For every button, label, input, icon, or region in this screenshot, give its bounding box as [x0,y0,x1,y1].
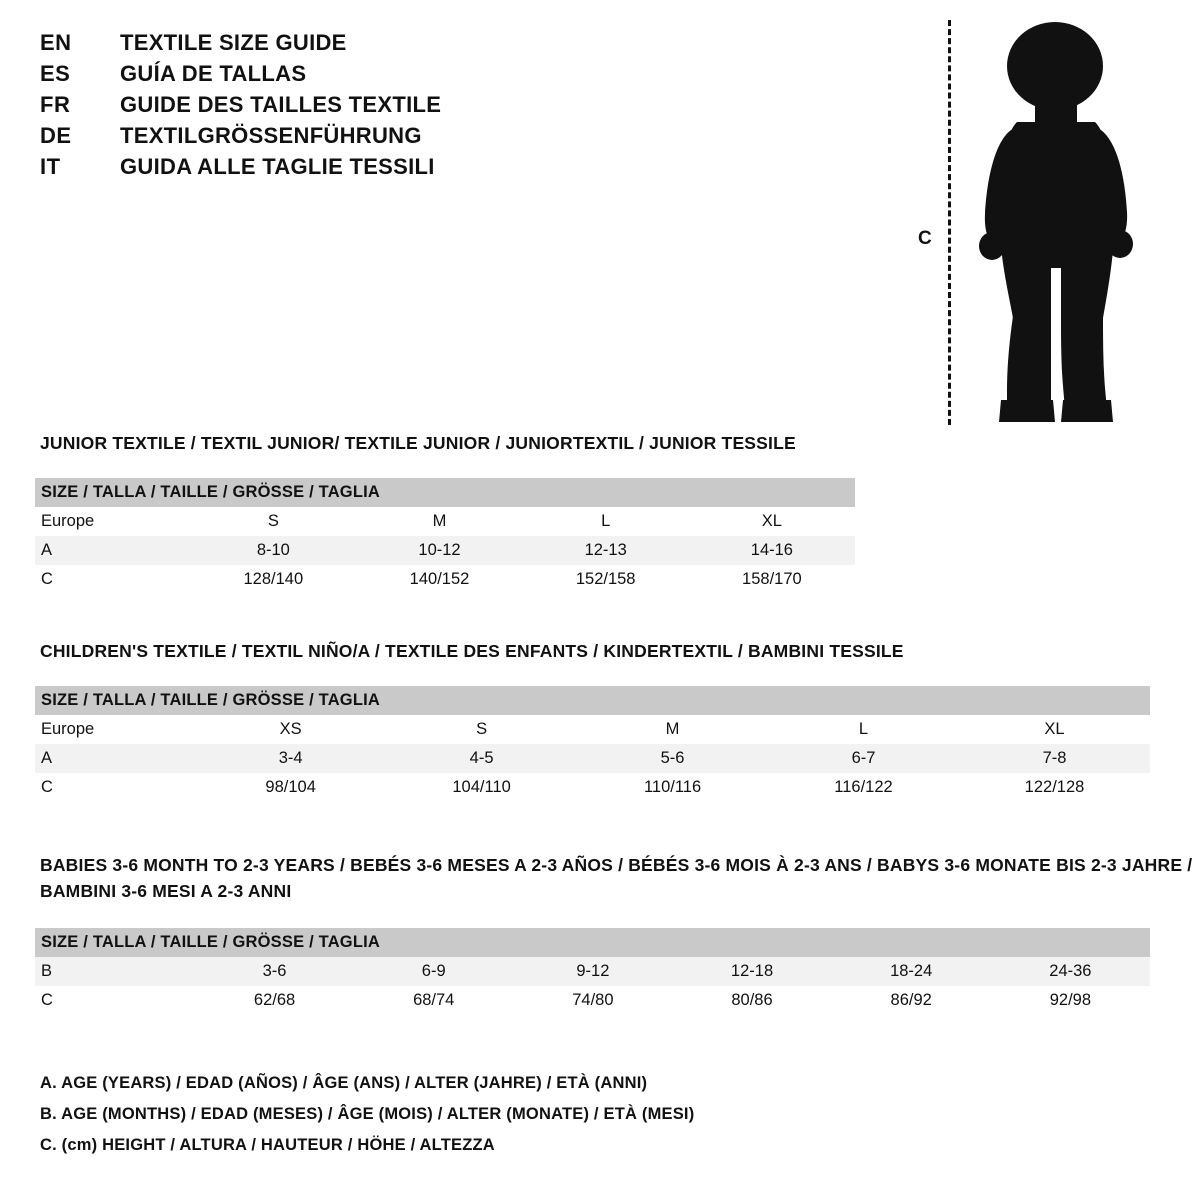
children-size-table [35,686,1150,802]
table-cell: 104/110 [452,778,511,796]
table-header-row [35,715,1150,744]
header-row [40,123,860,154]
legend-line-a: A. AGE (YEARS) / EDAD (AÑOS) / ÂGE (ANS) / ALTER (JAHRE) / ETÀ (ANNI) [40,1074,648,1092]
table-cell: 140/152 [409,570,470,588]
child-silhouette-icon [955,18,1145,433]
column-header: L [858,720,869,738]
header-row [40,154,860,185]
table-cell: 12-18 [730,962,774,980]
band-label: SIZE / TALLA / TAILLE / GRÖSSE / TAGLIA [35,928,1150,957]
table-cell: 86/92 [890,991,932,1009]
band-label: SIZE / TALLA / TAILLE / GRÖSSE / TAGLIA [35,478,855,507]
header-lang-code: IT [40,154,61,179]
table-cell: 6-9 [421,962,446,980]
row-label: C [41,778,53,796]
table-cell: 6-7 [851,749,876,767]
section-title-babies: BABIES 3-6 MONTH TO 2-3 YEARS / BEBÉS 3-6 MESES A 2-3 AÑOS / BÉBÉS 3-6 MOIS À 2-3 ANS / BABYS 3-6 MONATE BIS 2-3 JAHRE / BAMBINI 3-6 MESI A 2-3 ANNI [40,855,1193,901]
table-cell: 74/80 [572,991,614,1009]
header-title-text: TEXTILE SIZE GUIDE [120,30,347,55]
column-header: M [665,720,680,738]
table-band-row [35,928,1150,957]
row-label: B [41,962,53,980]
table-cell: 62/68 [253,991,296,1009]
column-header: XL [761,512,782,530]
header-row [40,30,860,61]
column-header: XS [279,720,302,738]
table-cell: 128/140 [243,570,304,588]
header-lang-code: EN [40,30,72,55]
band-label: SIZE / TALLA / TAILLE / GRÖSSE / TAGLIA [35,686,1150,715]
table-cell: 80/86 [731,991,773,1009]
junior-size-table [35,478,855,594]
header-row [40,92,860,123]
row-label: C [41,570,53,588]
header-row [40,61,860,92]
table-cell: 110/116 [643,778,702,796]
table-cell: 12-13 [584,541,627,559]
table-row [35,773,1150,802]
table-cell: 5-6 [660,749,685,767]
legend-line-c: C. (cm) HEIGHT / ALTURA / HAUTEUR / HÖHE / ALTEZZA [40,1136,495,1154]
legend-line-b: B. AGE (MONTHS) / EDAD (MESES) / ÂGE (MOIS) / ALTER (MONATE) / ETÀ (MESI) [40,1105,695,1123]
table-cell: 8-10 [256,541,290,559]
table-cell: 92/98 [1049,991,1092,1009]
table-cell: 18-24 [890,962,933,980]
row-label: Europe [41,512,95,530]
column-header: L [601,512,611,530]
column-header: M [432,512,447,530]
header-title-text: TEXTILGRÖSSENFÜHRUNG [120,123,422,148]
column-header: XL [1044,720,1065,738]
table-cell: 7-8 [1042,749,1067,767]
table-cell: 4-5 [469,749,494,767]
table-band-row [35,478,855,507]
row-label: C [41,991,53,1009]
section-title-children: CHILDREN'S TEXTILE / TEXTIL NIÑO/A / TEXTILE DES ENFANTS / KINDERTEXTIL / BAMBINI TESSILE [40,641,904,661]
header-lang-code: FR [40,92,71,117]
row-label: A [41,541,53,559]
table-cell: 116/122 [834,778,893,796]
table-cell: 152/158 [575,570,636,588]
height-measure-diagram [900,10,1180,425]
table-row [35,986,1150,1015]
table-cell: 14-16 [750,541,793,559]
legend-block [40,1068,694,1161]
header-lang-code: DE [40,123,72,148]
table-band-row [35,686,1150,715]
row-label: Europe [41,720,95,738]
table-cell: 24-36 [1049,962,1092,980]
table-cell: 122/128 [1024,778,1085,796]
table-cell: 9-12 [576,962,610,980]
babies-size-table [35,928,1150,1015]
header-title-text: GUIDA ALLE TAGLIE TESSILI [120,154,435,179]
table-row [35,957,1150,986]
table-row [35,744,1150,773]
row-label: A [41,749,53,767]
header-title-text: GUÍA DE TALLAS [120,61,307,86]
table-cell: 10-12 [418,541,461,559]
table-row [35,565,855,594]
column-header: S [476,720,488,738]
table-row [35,536,855,565]
table-header-row [35,507,855,536]
header-title-text: GUIDE DES TAILLES TEXTILE [120,92,442,117]
table-cell: 68/74 [413,991,455,1009]
language-title-block [40,30,860,185]
table-cell: 158/170 [742,570,802,588]
measure-label-c: C [918,228,932,249]
section-title-junior: JUNIOR TEXTILE / TEXTIL JUNIOR/ TEXTILE JUNIOR / JUNIORTEXTIL / JUNIOR TESSILE [40,433,796,453]
table-cell: 3-6 [262,962,287,980]
table-cell: 3-4 [278,749,303,767]
measure-dashed-line [948,20,951,425]
table-cell: 98/104 [265,778,316,796]
header-lang-code: ES [40,61,71,86]
column-header: S [267,512,279,530]
